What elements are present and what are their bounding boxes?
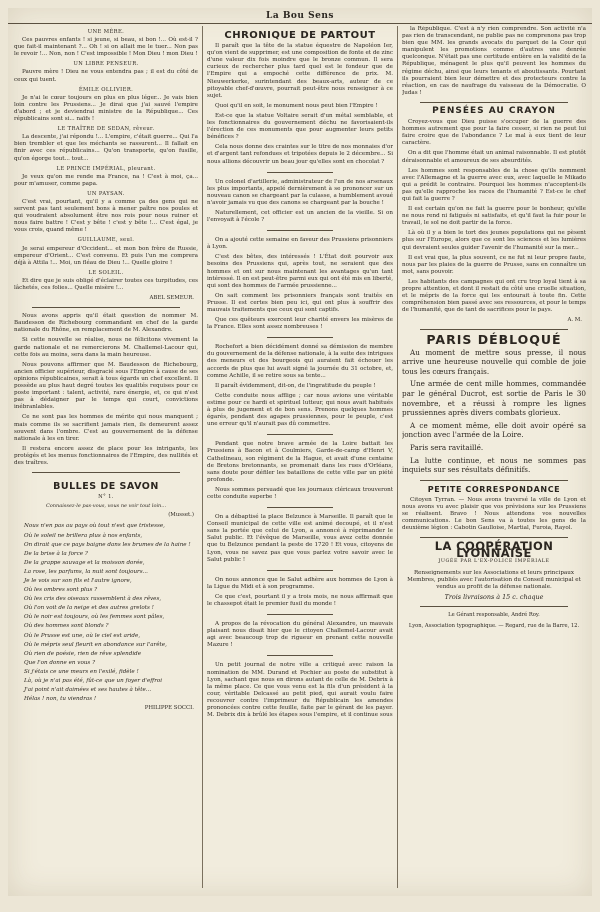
section-title-bulles: BULLES DE SAVON (53, 481, 159, 493)
pensee-item: Il est vrai que, la plus souvent, ce ne fut ni leur propre faute, nous par les plaies de la guerre de Prusse, sans en connaître un mot, sans pouvoir. (402, 254, 586, 275)
article-paragraph: Un colonel d'artillerie, administrateur de l'un de nos arsenaux les plus importants, appelé dernièrement à se prononcer sur un nouveau canon se chargeant par la culasse, a humblement avoué n'avoir jamais vu que des canons se chargeant par la bouche ! (207, 178, 393, 206)
pensees-signature: A. M. (567, 317, 582, 324)
column-2 (207, 26, 393, 888)
poem-verse: Où des hommes sont blonds ? (24, 623, 109, 630)
scene-text: C'est vrai, pourtant, qu'il y a comme ça des gens qui ne servent pas tant seulement bons à mener paître nos poules et qui voudraient absolument être nos rois pour nous ruiner et nous faire battre ! C'est y bête ! c'est y bête !... C'est égal, je vous crois, quand même ! (14, 198, 198, 234)
poem-verse: De la brise à la force ? (24, 550, 88, 557)
poem-verse: Si j'étais ce une meurs en l'exilé, fidèle ! (24, 668, 139, 675)
column-rule (397, 26, 398, 888)
article-paragraph: On sait comment les prisonniers français sont traités en Prusse. Il est certes bien peu ici, qui ont plus à souffrir des mauvais traitements que ceux qui sont captifs. (207, 292, 393, 313)
poem-epigraph: Connaissez-le pas-vous, vous ne voir tout loin... (45, 503, 167, 510)
poem-verse: Que l'on donne en vous ? (24, 659, 96, 666)
poem-verse: Où le soleil ne brillera plus à nos enfants, (24, 532, 143, 539)
pensee-item: On a dit que l'homme était un animal raisonnable. Il est plutôt déraisonnable et amoureux de ses absurdités. (402, 150, 586, 164)
article-paragraph: Nous sommes persuadé que les journaux cléricaux trouveront cette conduite superbe ! (207, 486, 393, 500)
article-paragraph: Pendant que notre brave armée de la Loire battait les Prussiens à Bacon et à Coulmiers, Garde-de-camp d'Henri V, Cathelineau, son régiment de la Hague, et avait d'une centaine de Bretons bretonnants, se promenait dans les rues d'Orléans, sans doute pour défiler les bataillons de cette ville par un piété profonde. (207, 441, 393, 483)
pensee-item: Il est certain qu'on ne fait la guerre pour le bonheur, qu'elle ne nous rend ni fatigués ni satisfaits, et qu'il faut la fuir pour le travail, le sol ne doit partir de la force. (402, 206, 586, 227)
scene-text: Je veux qu'on me rende ma France, na ! C'est à moi, ça... pour m'amuser, comme papa. (14, 173, 198, 187)
divider (32, 307, 180, 308)
poem-verse: Là, où je n'ai pas été, fût-ce que un foyer d'effroi (24, 678, 163, 685)
poem-verse: Où le Prusse est une, où le ciel est aride, (24, 632, 141, 639)
cooperation-text: Renseignements sur les Associations et leurs principaux Membres, publiés avec l'autorisation du Conseil municipal et vendus au profit de la défense nationale. (407, 569, 581, 590)
gerant-line: Le Gérant responsable, André Roy. (448, 611, 540, 618)
poem-verse: Où les cris des oiseaux rassemblent à des rêves, (24, 596, 162, 603)
poem-verse: Hélas ! non, tu viendras ! (24, 696, 97, 703)
scene-text: Pauvre mère ! Dieu ne vous entendra pas ; il est du côté de ceux qui tuent. (14, 69, 198, 83)
column-rule (202, 26, 203, 888)
scene-text: Ces pauvres enfants ! si jeune, si beau, si bon !... Où est-il ? que fait-il maintenant ?... Oh ! si on allait me le tuer... Non pas le revoir !... Non, non ! C'est impossible ! Mon Dieu ! mon Dieu ! (14, 37, 198, 58)
article-paragraph: Quoi qu'il en soit, le monument nous peut bien l'Empire ! (215, 102, 378, 109)
article-paragraph: Naturellement, cet officier est un ancien de la vieille. Si on l'envoyait à l'école ? (207, 209, 393, 224)
section-title-correspondance: PETITE CORRESPONDANCE (427, 484, 561, 494)
article-paragraph: Nous pouvons affirmer que M. Baudesson de Richebourg, ancien officier supérieur, disgracié sous l'Empire à cause de ses opinions républicaines, serait à tous égards un chef excellent. Il possède au plus haut degré toutes les qualités requises pour ce poste important : talent, activité, rare énergie, et, ce qui n'est pas à dédaigner par le temps qui court, convictions inébranlables. (14, 361, 198, 411)
divider (267, 337, 333, 338)
article-paragraph: Est-ce que la statue Voltaire serait d'un métal semblable, et les fonctionnaires du gouvernement déchu ne favorisaient-ils l'érection de ces monuments que pour augmenter leurs petits bénéfices ? (207, 112, 393, 141)
author-signature: ABEL SEMEUR. (149, 295, 194, 302)
article-paragraph: Que ces quêteurs exercent leur charité envers les misères de la France. Elles sont assez nombreuses ! (207, 317, 393, 331)
imprint-line: Lyon, Association typographique. — Regard, rue de la Barre, 12. (408, 623, 580, 629)
pensee-item: Là où il y a bien le tort des jeunes populations qui ne pèsent plus sur l'Europe, alors que ce sont les sciences et les lumières qui devraient seules guider l'avenir de l'humanité sur la mer... (402, 230, 586, 251)
scene-text: Je serai empereur d'Occident... et mon bon frère de Russie, empereur d'Orient... C'est convenu. Et puis l'un me comprera déjà à Attila !... Moi, un fléau de Dieu !... Quelle gloire ! (14, 245, 198, 266)
article-paragraph: Cette conduite nous afflige ; car nous avions une véritable estime pour ce hardi et spirituel lutteur, qui nous avait habitués à plus de jugement et de bon sens. Prenons quelques hommes égarés, pendant des agapes prussiennes, pour le peuple, c'est une erreur qu'il n'aurait pas dû commettre. (207, 392, 393, 428)
divider (267, 507, 333, 508)
poem-verse: Où l'on voit de la neige et des autres grelots ! (24, 605, 154, 612)
article-paragraph: la République. C'est à n'y rien comprendre. Son activité n'a pas rien de transcendant, ne publie pas ne comprenons pas trop bien que MM. les grands avocats du parquet de la Cour qui manipulent les promotions comme d'autres une denrée quelconque. N'était pas une certitude entière en la validité de la République, ménagent le plus qu'il peuvent les hommes du régime déchu, ainsi que leurs tenants et aboutissants. Pourtant ils pourraient bien leur démettre et des protecteurs contre la réaction, en cas de naufrage du vaisseau de la Démocratie. O Judas ! (402, 26, 586, 96)
column-3 (402, 26, 586, 888)
scene-heading: GUILLAUME, seul. (77, 237, 135, 244)
section-title-paris: PARIS DÉBLOQUÉ (426, 332, 562, 348)
section-title-pensees: PENSÉES AU CRAYON (432, 105, 556, 116)
scene-text: La descente, j'ai répondu !... L'empire, c'était guerre... Qui l'a bien trembler et que les méchants se rassurent... Il fallait en finir avec ces républicains... Qu'on transporte, qu'on fusille, qu'on égorge tout... tout... (14, 134, 198, 162)
news-paragraph: Une armée de cent mille hommes, commandée par le général Ducrot, est sortie de Paris le 30 novembre, et a réussi à rompre les lignes prussiennes après divers combats glorieux. (402, 379, 586, 418)
divider (420, 606, 568, 607)
article-paragraph: On nous annonce que le Salut adhère aux hommes de Lyon à la Ligue du Midi et à son programme. (207, 576, 393, 590)
scene-text: Je n'ai le cœur toujours en plus en plus léger... Je vais bien loin contre les Prussiens... Je dirai que j'ai sauvé l'empire d'abord ; et je deviendrai ministre de la République... Ces républicains sont si... naïfs ! (14, 94, 198, 123)
poem-verse: La rose, les parfums, la nuit sont toujours... (24, 568, 148, 575)
divider (32, 472, 180, 473)
poem-verse: Nous n'en pas au pays où tout n'est que tristesse, (24, 523, 165, 530)
poem-verse: Où rien de poésie, rien de rêve splendide (24, 650, 142, 657)
article-paragraph: A propos de la révocation du général Alexandre, un mauvais plaisant nous disait hier que le citoyen Challemel-Lacour avait agi avec beaucoup trop de rigueur en prenant cette nouvelle Mazure ! (207, 621, 393, 649)
cooperation-subtitle: JUGÉE PAR L'EX-POLICE IMPÉRIALE (438, 559, 550, 565)
section-title-chronique: CHRONIQUE DE PARTOUT (224, 30, 376, 41)
divider (420, 329, 568, 330)
divider (420, 480, 568, 481)
divider (267, 434, 333, 435)
masthead: La Bou Sens (8, 11, 592, 24)
pensee-item: Les habitants des campagnes qui ont cru trop loyal tient à sa propre attention, et dont il restait du côté une cruelle situation, et le mépris de la force qui les entourait à toute fin. Cette compréhension bien passé avec ses ressources, et pour le temps de l'humanité, que de tant de sacrifices pour le pays. (402, 278, 586, 314)
article-paragraph: Nous avons appris qu'il était question de nommer M. Baudesson de Richebourg commandant en chef de la garde nationale du Rhône, en remplacement de M. Alexandre. (14, 313, 198, 334)
poem-verse: Où le mépris seul fleurit en abondance sur l'arête, (24, 641, 167, 648)
divider (267, 230, 333, 231)
poem-verse: Où le noir est toujours, où les femmes sont pâles, (24, 614, 165, 621)
divider (267, 614, 333, 615)
news-paragraph: A ce moment même, elle doit avoir opéré sa jonction avec l'armée de la Loire. (402, 420, 586, 440)
divider (267, 172, 333, 173)
article-paragraph: Un petit journal de notre ville a critiqué avec raison la nomination de MM. Durand et Pochier au poste de substitut à Lyon, sachant que nous en dirons autant de celle de M. Debrix à la même place. Ce que vous venu est la fils d'un président à la cour, véritable Delcassé au petit pied, qui aurait voulu faire recouvrer contre l'imprimeur du Républicain les amendes prononcées contre cette feuille, faite par le gérant de les payer. M. Debrix dix à brûlé les étapes sous l'empire, et il continue sous (207, 662, 393, 719)
cooperation-price: Trois livraisons à 15 c. chaque (444, 592, 544, 601)
scene-heading: UN PAYSAN. (87, 190, 125, 197)
scene-heading: LE SOLEIL. (88, 269, 124, 276)
news-paragraph: Paris sera ravitaillé. (410, 442, 484, 452)
poem-verse: De la grappe sauvage et la moisson dorée, (24, 559, 145, 566)
scene-text: Et dire que je suis obligé d'éclairer toutes ces turpitudes, ces lâchetés, ces folies... Quelle misère !... (14, 277, 198, 291)
article-paragraph: Rochefort a bien décidément donné sa démission de membre du gouvernement de la défense nationale, à la suite des intrigues des meneurs et des bourgeois qui auraient fait échouer les accords de plus que lui avait signé la journée du 31 octobre, et, comme Achille, il se retire sous sa tente... (207, 344, 393, 379)
article-paragraph: Ce que c'est, pourtant il y a trois mois, ne nous affirmait que le chassepot était le premier fusil du monde ! (207, 593, 393, 607)
poem-number: N° 1. (98, 494, 114, 501)
poem-signature: PHILIPPE SOCCI. (144, 705, 194, 712)
poem-verse: J'ai point n'ait daimées et ses hautes à tête... (24, 687, 152, 694)
article-paragraph: Cela nous donne des craintes sur le titre de nos monnaies d'or et d'argent tant refondues et tripotées depuis le 2 décembre... Si nous allions découvrir un beau jour qu'elles sont en chocolat ? (207, 144, 393, 165)
divider (267, 570, 333, 571)
pensee-item: Croyez-vous que Dieu puisse s'occuper de la guerre des hommes autrement que pour la faire cesser, si rien ne peut lui faire croire que de l'abondance ? Le mal à eux tient de leur caractère. (402, 119, 586, 147)
article-paragraph: On a ajouté cette semaine en faveur des Prussiens prisonniers à Lyon. (207, 237, 393, 251)
news-paragraph: La lutte continue, et nous ne sommes pas inquiets sur ses résultats définitifs. (402, 455, 586, 475)
article-paragraph: Il restera encore assez de place pour les intrigants, les protégés et les menus fonctionnaires de l'Empire, des nullités et des traîtres. (14, 445, 198, 466)
scene-heading: LE PRINCE IMPÉRIAL, pleurant. (56, 165, 156, 172)
article-paragraph: On a débaptisé la place Belzunce à Marseille. Il paraît que le Conseil municipal de cette ville est animé decoupé, et il n'est sans la portée que celui de Lyon, a annoncé à réprimander le Salut public. Et l'évêque de Marseille, vous avez cette donnée que tu Belzunce pendant la peste de 1720 ! Et vous, citoyens de Lyon, vous ne savez pas que vous parlez votre savoir avec le Salut public ! (207, 514, 393, 563)
scene-heading: UNE MÈRE. (87, 29, 125, 35)
epigraph-source: (Musset.) (168, 512, 194, 519)
news-paragraph: Au moment de mettre sous presse, il nous arrive une heureuse nouvelle qui comble de joie tous les cœurs français. (402, 347, 586, 376)
correspondance-text: Citoyen Tyrran. — Nous avons traversé la ville de Lyon et nous avons vu avec plaisir que vos prévisions sur les Prussiens se réalisent. Bravo ! Nous attendons vos nouvelles communications. Le bon Sens va à toutes les gens de la deuxième légion : Cabotin Gaulloise, Martial, Furoia, Rayol. (402, 496, 586, 532)
column-1 (14, 26, 198, 888)
divider (420, 102, 568, 103)
poem-verse: Où les ombres sont plus ? (24, 587, 98, 594)
article-paragraph: Si cette nouvelle se réalise, nous ne félicitons vivement la garde nationale et ne remercierons M. Challemel-Lacour qui, cette fois au moins, sera dans la main heureuse. (14, 337, 198, 358)
divider (267, 655, 333, 656)
article-paragraph: Il paraît évidemment, dit-on, de l'ingratitude du peuple ! (215, 382, 376, 389)
section-title-cooperation: LA COOPÉRATION LYONNAISE (434, 539, 554, 561)
article-paragraph: Il paraît que la tête de la statue équestre de Napoléon Ier, qu'on vient de supprimer, est une composition de fonte et de zinc d'une valeur dix fois moindre que le bronze commun. Il sera curieux de rechercher plus tard quel est le fondeur que de l'Empire qui a empoché cette différence de prix. M. Nieuwerkerke, surintendant des beaux-arts, auteur de ce pitoyable chef-d'œuvre, pourrait peut-être nous renseigner à ce sujet. (207, 43, 393, 99)
pensee-item: Les hommes sont responsables de la chose qu'ils nomment avec l'Allemagne et la guerre avec eux, avec laquelle le Mikado qui a prédit le contraire. Pourquoi les hommes n'acceptent-ils pas qu'elle rapproche les races de l'humanité ? Est-ce le chef qui fait la guerre ? (402, 167, 586, 202)
scene-heading: LE TRAÎTRE DE SEDAN, rêveur. (57, 126, 155, 133)
scene-heading: UN LIBRE PENSEUR. (73, 61, 139, 68)
article-paragraph: C'est des bêtes, des intéressés ! L'État doit pourvoir aux besoins des Prussiens qui, après tout, ne seraient que des hommes et ont sur nous maintenant les avantages qu'un tant intéressé. Il en est peut-être parmi eux qui ont été mis en liberté, qui sont des hommes de l'armée prussienne... (207, 254, 393, 289)
poem-verse: On dirait que ce pays baigne dans les brumes de la haine ! (24, 541, 191, 548)
poem-verse: Je le vois sur son fils et l'autre ignore, (24, 578, 132, 584)
scene-heading: ÉMILE OLLIVIER. (78, 86, 134, 93)
newspaper-page (8, 8, 592, 896)
article-paragraph: Ce ne sont pas les hommes de mérite qui nous manquent ; mais comme ils se sacrifient jamais rien, ils demeurent assez souvent dans l'ombre. C'est au gouvernement de la défense nationale à les en tirer. (14, 414, 198, 442)
